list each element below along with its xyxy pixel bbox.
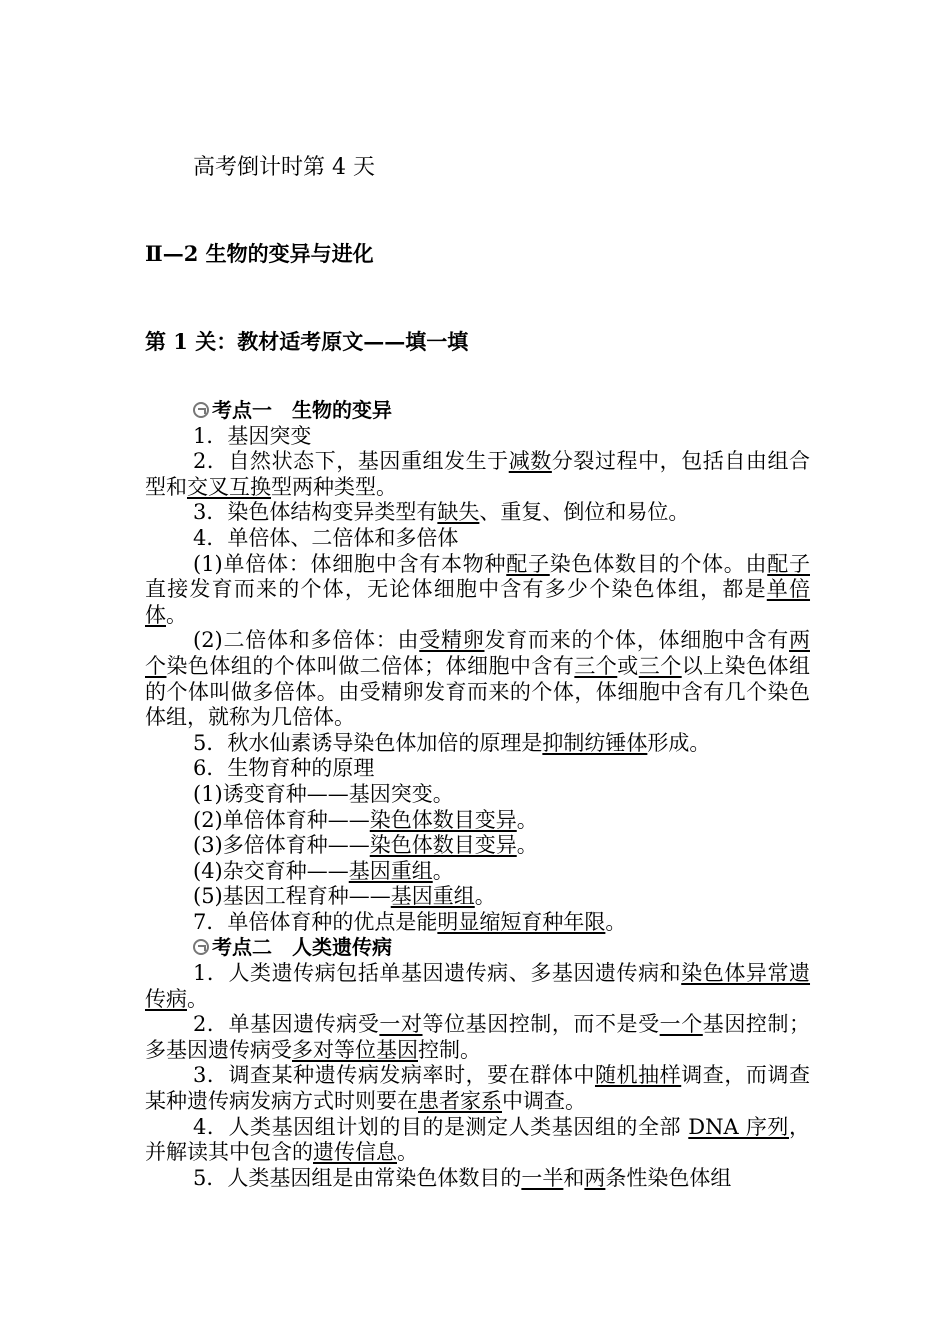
text-run: 、重复、倒位和易位。 — [479, 500, 690, 525]
paragraph — [145, 910, 810, 936]
answer-blank: 三个 — [638, 653, 682, 678]
text-run: 或 — [617, 653, 639, 678]
paragraph — [145, 782, 810, 808]
part-title: 第 1 关：教材适考原文——填一填 — [145, 329, 469, 354]
answer-blank: 受精卵 — [419, 628, 485, 653]
text-run: 。 — [397, 1140, 418, 1165]
text-run: (5)基因工程育种—— — [193, 884, 391, 909]
answer-blank: 两个 — [145, 628, 810, 678]
answer-blank: 多对等位基因 — [292, 1037, 418, 1062]
paragraph — [145, 884, 810, 910]
answer-blank: 基因重组 — [390, 884, 475, 909]
paragraph — [145, 859, 810, 885]
answer-blank: 染色体数目变异 — [369, 833, 517, 858]
circle-arrow-icon — [193, 939, 209, 955]
paragraph — [145, 1063, 810, 1114]
text-run: 以上染色体组的个体叫做多倍体。由受精卵发育而来的个体，体细胞中含有几个染色体组，就称为几倍体。 — [145, 653, 811, 730]
text-run: (1)诱变育种——基因突变。 — [193, 781, 454, 806]
answer-blank: 基因重组 — [348, 858, 433, 883]
text-run: 4．人类基因组计划的目的是测定人类基因组的全部 — [193, 1114, 689, 1139]
paragraph — [145, 449, 810, 500]
answer-blank: 三个 — [574, 653, 618, 678]
section-heading — [145, 935, 810, 961]
paragraph — [145, 628, 810, 730]
paragraph — [145, 1012, 810, 1063]
text-run: 。 — [516, 807, 538, 832]
text-run: (2)二倍体和多倍体：由 — [193, 628, 420, 653]
answer-blank: 染色体数目变异 — [369, 807, 517, 832]
countdown-title: 高考倒计时第 4 天 — [193, 155, 375, 180]
text-run: 2．单基因遗传病受 — [193, 1012, 380, 1037]
text-run: (1)单倍体：体细胞中含有本物种 — [193, 551, 507, 576]
text-run: (3)多倍体育种—— — [193, 833, 370, 858]
text-run: 1．人类遗传病包括单基因遗传病、多基因遗传病和 — [193, 961, 682, 986]
paragraph — [145, 961, 810, 1012]
text-run: 染色体组的个体叫做二倍体；体细胞中含有 — [166, 653, 575, 678]
text-run: 。 — [516, 833, 538, 858]
answer-blank: 单倍体 — [145, 577, 811, 627]
text-run: 和 — [563, 1165, 585, 1190]
text-run: 2．自然状态下，基因重组发生于 — [193, 449, 509, 474]
text-run: 形成。 — [647, 730, 711, 755]
text-run: 。 — [432, 858, 454, 883]
answer-blank: 遗传信息 — [313, 1140, 397, 1165]
section-heading-text: 考点一 生物的变异 — [212, 398, 392, 422]
text-run: 3．调查某种遗传病发病率时，要在群体中 — [193, 1063, 595, 1088]
text-run: 6．生物育种的原理 — [193, 756, 375, 781]
answer-blank: 一对 — [379, 1012, 423, 1037]
text-run: 。 — [474, 884, 496, 909]
paragraph — [145, 1115, 810, 1166]
circle-arrow-icon — [193, 402, 209, 418]
text-run: 。 — [187, 986, 208, 1011]
paragraph — [145, 731, 810, 757]
answer-blank: 减数 — [508, 449, 552, 474]
text-run: ，并解读其中包含的 — [145, 1114, 810, 1165]
paragraph — [145, 833, 810, 859]
text-run: 条性染色体组 — [605, 1165, 732, 1190]
answer-blank: DNA 序列 — [688, 1114, 789, 1139]
answer-blank: 交叉互换 — [187, 474, 271, 499]
module-title: Ⅱ—2 生物的变异与进化 — [145, 241, 374, 266]
answer-blank: 抑制纺锤体 — [542, 730, 648, 755]
section-heading — [145, 398, 810, 424]
section-heading-text: 考点二 人类遗传病 — [212, 935, 392, 960]
document-body — [145, 398, 810, 1191]
text-run: 。 — [166, 602, 187, 627]
answer-blank: 随机抽样 — [594, 1063, 682, 1088]
paragraph — [145, 756, 810, 782]
text-run: 控制。 — [418, 1037, 481, 1062]
answer-blank: 两 — [584, 1165, 606, 1190]
text-run: 染色体数目的个体。由 — [549, 551, 768, 576]
text-run: 7．单倍体育种的优点是能 — [193, 909, 438, 934]
answer-blank: 配子 — [767, 551, 810, 576]
paragraph — [145, 424, 810, 450]
text-run: 。 — [605, 909, 627, 934]
text-run: 4．单倍体、二倍体和多倍体 — [193, 525, 459, 550]
text-run: 基因控制；多基因遗传病受 — [145, 1012, 811, 1062]
paragraph — [145, 552, 810, 629]
text-run: 发育而来的个体，体细胞中含有 — [484, 628, 789, 653]
answer-blank: 一个 — [659, 1012, 703, 1037]
answer-blank: 缺失 — [437, 500, 480, 525]
text-run: (4)杂交育种—— — [193, 858, 349, 883]
answer-blank: 患者家系 — [418, 1089, 502, 1114]
answer-blank: 一半 — [521, 1165, 564, 1190]
text-run: (2)单倍体育种—— — [193, 807, 370, 832]
paragraph — [145, 808, 810, 834]
answer-blank: 染色体异常遗传病 — [145, 961, 811, 1011]
text-run: 等位基因控制，而不是受 — [422, 1012, 660, 1037]
text-run: 分裂过程中，包括自由组合型和 — [145, 449, 810, 499]
text-run: 5．秋水仙素诱导染色体加倍的原理是 — [193, 730, 543, 755]
text-run: 直接发育而来的个体，无论体细胞中含有多少个染色体组，都是 — [145, 577, 767, 602]
text-run: 调查，而调查某种遗传病发病方式时则要在 — [145, 1063, 811, 1114]
text-run: 中调查。 — [502, 1089, 586, 1114]
paragraph — [145, 1166, 810, 1192]
paragraph — [145, 500, 810, 526]
text-run: 5．人类基因组是由常染色体数目的 — [193, 1165, 522, 1190]
text-run: 1．基因突变 — [193, 423, 312, 448]
text-run: 型两种类型。 — [271, 474, 397, 499]
answer-blank: 配子 — [506, 551, 550, 576]
answer-blank: 明显缩短育种年限 — [437, 909, 606, 934]
text-run: 3．染色体结构变异类型有 — [193, 500, 438, 525]
paragraph — [145, 526, 810, 552]
